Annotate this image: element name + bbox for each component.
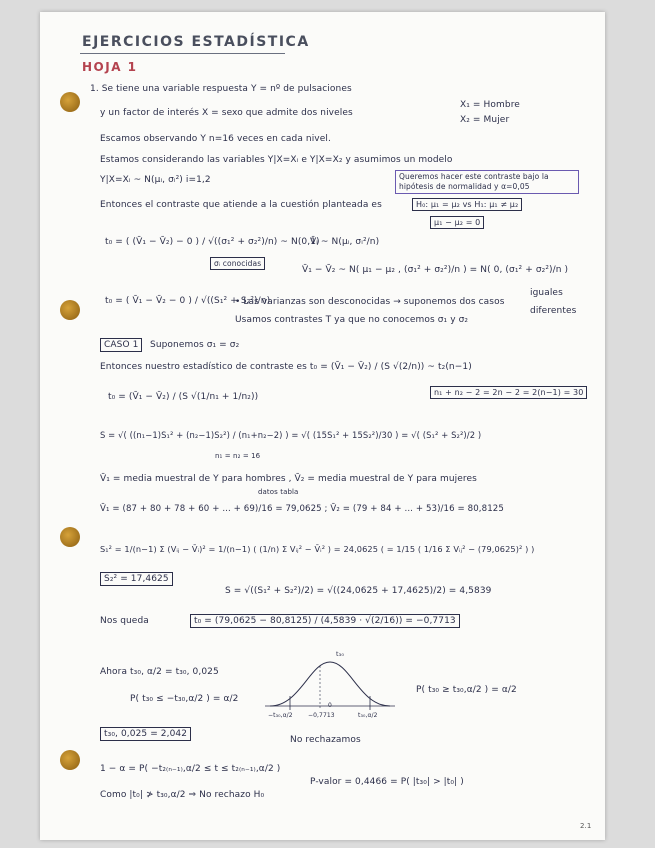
- text-line: Entonces el contraste que atiende a la cuestión planteada es: [100, 200, 382, 210]
- text-line: Nos queda: [100, 616, 149, 626]
- formula: V̄₁ = (87 + 80 + 78 + 60 + ... + 69)/16 = 79,0625 ; V̄₂ = (79 + 84 + ... + 53)/16 = 80,8125: [100, 504, 504, 514]
- binder-hole: [60, 527, 80, 547]
- p-value: P-valor = 0,4466 = P( |t₃₀| > |t₀| ): [310, 777, 464, 787]
- curve-tick: t₃₀,α/2: [358, 712, 378, 719]
- formula-note: n₁ = n₂ = 16: [215, 452, 261, 460]
- formula: Entonces nuestro estadístico de contraste es t₀ = (V̄₁ − V̄₂) / (S √(2/n)) ~ t₂(n−1): [100, 362, 472, 372]
- formula: 1 − α = P( −t₂₍ₙ₋₁₎,α/2 ≤ t ≤ t₂₍ₙ₋₁₎,α/2 ): [100, 764, 281, 774]
- critical-value-box: t₃₀, 0,025 = 2,042: [100, 727, 191, 741]
- hypothesis-note: Queremos hacer este contraste bajo la hipótesis de normalidad y α=0,05: [395, 170, 579, 194]
- binder-hole: [60, 300, 80, 320]
- formula: V̄ᵢ ~ N(μᵢ, σᵢ²/n): [310, 237, 380, 247]
- hypothesis-box: μ₁ − μ₂ = 0: [430, 216, 484, 229]
- formula: S₁² = 1/(n−1) Σ (Vᵢⱼ − V̄ᵢ)² = 1/(n−1) ( (1/n) Σ Vᵢⱼ² − V̄ᵢ² ) = 24,0625 ( = 1/15 ( 1/16 Σ Vᵢⱼ² − (79,0625)² ) ): [100, 544, 535, 554]
- conclusion-line: Como |t₀| ≯ t₃₀,α/2 ⇒ No rechazo H₀: [100, 790, 265, 800]
- text-line: Usamos contrastes T ya que no conocemos σ₁ y σ₂: [235, 315, 469, 325]
- text-line: X₁ = Hombre: [460, 100, 520, 110]
- curve-tick: −t₃₀,α/2: [268, 712, 293, 719]
- formula: t₀ = ( V̄₁ − V̄₂ − 0 ) / √((S₁² + S₂²)/n): [105, 296, 271, 306]
- curve-tick: −0,7713: [308, 712, 335, 719]
- conclusion-text: No rechazamos: [290, 735, 361, 745]
- formula: P( t₃₀ ≤ −t₃₀,α/2 ) = α/2: [130, 694, 239, 704]
- text-line: 1. Se tiene una variable respuesta Y = nº de pulsaciones: [90, 84, 352, 94]
- title-underline: [80, 53, 285, 54]
- text-line: X₂ = Mujer: [460, 115, 510, 125]
- formula: t₀ = ( (V̄₁ − V̄₂) − 0 ) / √((σ₁² + σ₂²)/n) ~ N(0,1): [105, 237, 320, 247]
- text-line: Escamos observando Y n=16 veces en cada nivel.: [100, 134, 331, 144]
- page-title: EJERCICIOS ESTADÍSTICA: [82, 34, 310, 50]
- formula: S = √((S₁² + S₂²)/2) = √((24,0625 + 17,4625)/2) = 4,5839: [225, 586, 492, 596]
- page-subtitle: HOJA 1: [82, 60, 138, 74]
- density-curve: [270, 662, 390, 706]
- text-line: iguales: [530, 288, 563, 298]
- formula: P( t₃₀ ≥ t₃₀,α/2 ) = α/2: [416, 685, 517, 695]
- formula-note: datos tabla: [258, 488, 299, 496]
- curve-tick: 0: [328, 702, 332, 709]
- statistic-box: t₀ = (79,0625 − 80,8125) / (4,5839 · √(2/16)) = −0,7713: [190, 614, 460, 628]
- formula: t₀ = (V̄₁ − V̄₂) / (S √(1/n₁ + 1/n₂)): [108, 392, 259, 402]
- binder-hole: [60, 92, 80, 112]
- notebook-page: [40, 12, 605, 840]
- formula: S = √( ((n₁−1)S₁² + (n₂−1)S₂²) / (n₁+n₂−2) ) = √( (15S₁² + 15S₂²)/30 ) = √( (S₁² + S₂²)/2 ): [100, 430, 482, 440]
- binder-hole: [60, 750, 80, 770]
- text-line: Suponemos σ₁ = σ₂: [150, 340, 240, 350]
- page-mark: 2.1: [580, 822, 592, 830]
- formula-note: σᵢ conocidas: [210, 257, 265, 270]
- text-line: diferentes: [530, 306, 577, 316]
- degrees-of-freedom: n₁ + n₂ − 2 = 2n − 2 = 2(n−1) = 30: [430, 386, 587, 399]
- text-line: y un factor de interés X = sexo que admite dos niveles: [100, 108, 353, 118]
- case-label: CASO 1: [100, 338, 142, 352]
- text-line: • Las varianzas son desconocidas → suponemos dos casos: [235, 297, 505, 307]
- text-line: Y|X=Xᵢ ~ N(μᵢ, σᵢ²) i=1,2: [100, 175, 211, 185]
- curve-label: t₃₀: [336, 650, 345, 658]
- text-line: Estamos considerando las variables Y|X=Xᵢ e Y|X=X₂ y asumimos un modelo: [100, 155, 453, 165]
- formula: Ahora t₃₀, α/2 = t₃₀, 0,025: [100, 667, 219, 677]
- formula: V̄₁ − V̄₂ ~ N( μ₁ − μ₂ , (σ₁² + σ₂²)/n ) = N( 0, (σ₁² + σ₂²)/n ): [302, 265, 569, 275]
- result-box: S₂² = 17,4625: [100, 572, 173, 586]
- text-line: V̄₁ = media muestral de Y para hombres , V̄₂ = media muestral de Y para mujeres: [100, 474, 477, 484]
- hypothesis-box: H₀: μ₁ = μ₂ vs H₁: μ₁ ≠ μ₂: [412, 198, 522, 211]
